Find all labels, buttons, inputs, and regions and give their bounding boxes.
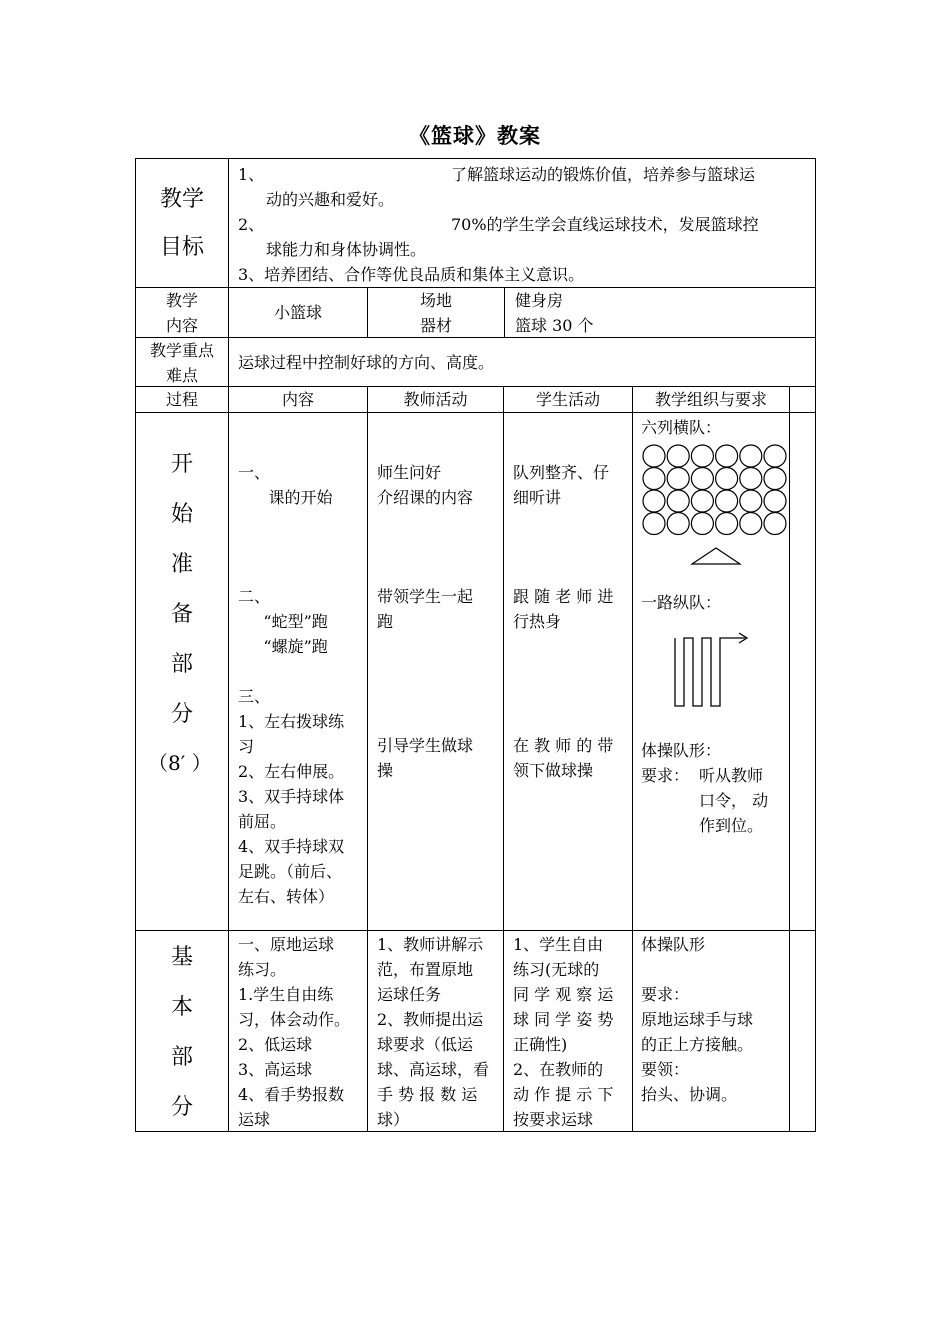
student-position-circle xyxy=(643,468,665,490)
student-position-circle xyxy=(691,490,713,512)
six-rows-formation-diagram xyxy=(640,444,792,568)
start-section-time: （8′ ） xyxy=(148,751,212,775)
student-position-circle xyxy=(716,468,738,490)
basic-teacher: 1、教师讲解示 范，布置原地 运球任务 2、教师提出运 球要求（低运 球、高运球，看 手 势 报 数 运 球） xyxy=(377,935,490,1129)
student-position-circle xyxy=(764,513,786,535)
student-position-circle xyxy=(764,445,786,467)
objective-2-number: 2、 xyxy=(238,215,265,234)
part2-teacher: 带领学生一起 跑 xyxy=(377,587,474,631)
basic-content: 一、原地运球 练习。 1.学生自由练 习，体会动作。 2、低运球 3、高运球 4、看手势报数 运球 xyxy=(238,935,351,1129)
student-position-circle xyxy=(764,468,786,490)
student-position-circle xyxy=(667,468,689,490)
part2-student: 跟 随 老 师 进 行热身 xyxy=(513,587,614,631)
student-position-circle xyxy=(691,468,713,490)
student-position-circle xyxy=(643,490,665,512)
student-position-circle xyxy=(716,490,738,512)
student-position-circle xyxy=(691,513,713,535)
objective-1-continuation: 动的兴趣和爱好。 xyxy=(266,190,395,209)
basic-student: 1、学生自由 练习(无球的 同 学 观 察 运 球 同 学 姿 势 正确性) 2、在教师的 动 作 提 示 下 按要求运球 xyxy=(513,935,614,1129)
formation-six-rows: 六列横队： xyxy=(641,418,722,437)
student-position-circle xyxy=(667,445,689,467)
formation-single-column: 一路纵队： xyxy=(641,593,722,612)
requirement-label: 要求： xyxy=(641,766,690,785)
start-section-label: 开 始 准 备 部 分 xyxy=(170,452,193,727)
part1-teacher: 师生问好 介绍课的内容 xyxy=(377,463,474,507)
page-title: 《篮球》教案 xyxy=(409,123,541,148)
header-content: 内容 xyxy=(281,390,314,409)
student-position-circle xyxy=(740,445,762,467)
student-position-circle xyxy=(667,513,689,535)
student-position-circle xyxy=(740,513,762,535)
content-label: 教学 内容 xyxy=(165,291,198,335)
part3-student: 在 教 师 的 带 领下做球操 xyxy=(513,736,614,780)
header-student: 学生活动 xyxy=(535,390,600,409)
header-teacher: 教师活动 xyxy=(403,390,468,409)
objective-1-text: 了解篮球运动的锻炼价值，培养参与篮球运 xyxy=(451,165,756,184)
header-process: 过程 xyxy=(165,390,198,409)
header-organization: 教学组织与要求 xyxy=(654,390,767,409)
student-position-circle xyxy=(740,490,762,512)
venue-label: 场地 器材 xyxy=(419,291,452,335)
key-points-label: 教学重点 难点 xyxy=(149,341,214,385)
part1-student: 队列整齐、仔 细听讲 xyxy=(513,463,610,507)
part2-content: 二、 “蛇型”跑 “螺旋”跑 xyxy=(238,587,328,656)
teacher-position-triangle xyxy=(692,548,740,564)
objective-1-number: 1、 xyxy=(238,165,265,184)
formation-gymnastics: 体操队形： xyxy=(641,741,722,760)
part3-content: 三、 1、左右拨球练 习 2、左右伸展。 3、双手持球体 前屈。 4、双手持球双 足跳。（前后、 左右、转体） xyxy=(238,687,345,906)
part3-teacher: 引导学生做球 操 xyxy=(377,736,474,780)
requirement-text: 听从教师 口令， 动 作到位。 xyxy=(699,766,769,835)
objective-3: 3、培养团结、合作等优良品质和集体主义意识。 xyxy=(238,265,585,284)
objective-2-text: 70%的学生学会直线运球技术，发展篮球控 xyxy=(451,215,759,234)
venue-value: 健身房 篮球 30 个 xyxy=(515,291,594,335)
student-position-circle xyxy=(740,468,762,490)
student-position-circle xyxy=(691,445,713,467)
content-value: 小篮球 xyxy=(273,303,322,322)
snake-run-path-diagram xyxy=(665,626,755,711)
objectives-label: 教学 目标 xyxy=(159,187,204,260)
student-position-circle xyxy=(643,513,665,535)
student-position-circle xyxy=(764,490,786,512)
student-position-circle xyxy=(643,445,665,467)
student-position-circle xyxy=(716,513,738,535)
key-points-value: 运球过程中控制好球的方向、高度。 xyxy=(238,353,495,372)
objective-2-continuation: 球能力和身体协调性。 xyxy=(266,240,427,259)
student-position-circle xyxy=(716,445,738,467)
part1-content: 一、 课的开始 xyxy=(238,463,333,507)
student-position-circle xyxy=(667,490,689,512)
basic-organization: 体操队形 要求： 原地运球手与球 的正上方接触。 要领： 抬头、协调。 xyxy=(641,935,754,1104)
basic-section-label: 基 本 部 分 xyxy=(170,945,193,1120)
